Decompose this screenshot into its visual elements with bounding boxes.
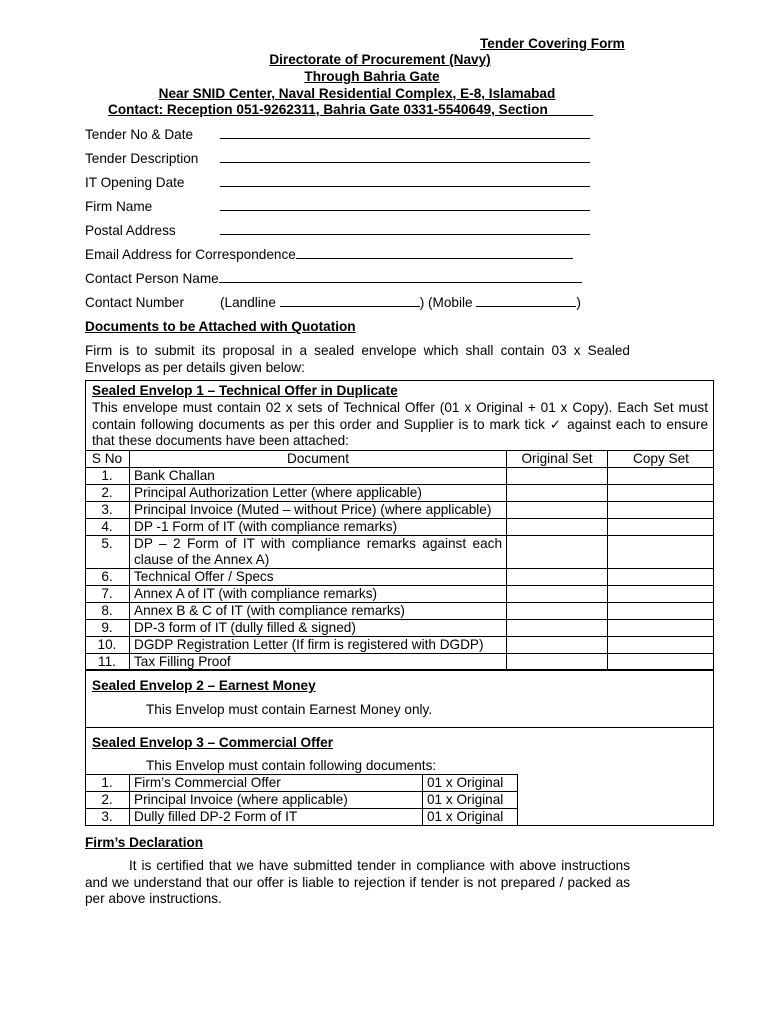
header-address: Near SNID Center, Naval Residential Complex, E-8, Islamabad — [158, 86, 556, 101]
copy-check-cell[interactable] — [608, 569, 715, 586]
landline-label: (Landline — [220, 295, 276, 310]
close-paren: ) — [576, 295, 581, 310]
envelope3-title: Sealed Envelop 3 – Commercial Offer — [92, 735, 334, 750]
original-check-cell[interactable] — [507, 569, 608, 586]
header-sno: S No — [85, 451, 130, 468]
field-email — [85, 246, 573, 262]
row-sno: 1. — [85, 775, 130, 792]
declaration-text: It is certified that we have submitted tender in compliance with above instructions and we understand that our offer is liable to rejection if tender is not prepared / packed as per above instructions. — [85, 858, 630, 906]
field-label: Firm Name — [85, 199, 153, 214]
form-title: Tender Covering Form — [480, 36, 625, 51]
blank-line[interactable] — [220, 174, 590, 187]
row-document: Principal Invoice (Muted – without Price) (where applicable) — [130, 502, 507, 519]
row-quantity: 01 x Original — [423, 792, 518, 809]
row-document: DP – 2 Form of IT with compliance remarks against each clause of the Annex A) — [130, 536, 507, 569]
original-check-cell[interactable] — [507, 519, 608, 536]
row-sno: 2. — [85, 485, 130, 502]
envelope3-text: This Envelop must contain following documents: — [146, 758, 437, 773]
copy-check-cell[interactable] — [608, 519, 715, 536]
header-document: Document — [130, 451, 507, 468]
documents-intro: Firm is to submit its proposal in a sealed envelope which shall contain 03 x Sealed Envelops as per details given below: — [85, 343, 630, 375]
copy-check-cell[interactable] — [608, 586, 715, 603]
blank-line[interactable] — [220, 222, 590, 235]
row-quantity: 01 x Original — [423, 775, 518, 792]
header-contact: Contact: Reception 051-9262311, Bahria Gate 0331-5540649, Section______ — [108, 102, 594, 117]
table-row — [85, 468, 714, 485]
row-sno: 10. — [85, 637, 130, 654]
copy-check-cell[interactable] — [608, 502, 715, 519]
row-sno: 9. — [85, 620, 130, 637]
envelope1-table — [85, 450, 714, 671]
table-row — [85, 536, 714, 569]
row-document: Technical Offer / Specs — [130, 569, 507, 586]
row-document: Principal Invoice (where applicable) — [130, 792, 423, 809]
row-sno: 5. — [85, 536, 130, 569]
blank-line[interactable] — [220, 198, 590, 211]
row-document: DP -1 Form of IT (with compliance remarks) — [130, 519, 507, 536]
field-firm-name — [85, 198, 590, 214]
landline-blank[interactable] — [280, 294, 420, 307]
original-check-cell[interactable] — [507, 536, 608, 569]
row-document: Annex A of IT (with compliance remarks) — [130, 586, 507, 603]
blank-line[interactable] — [220, 126, 590, 139]
field-contact-number — [85, 294, 581, 310]
divider — [86, 727, 713, 728]
table-row — [85, 502, 714, 519]
original-check-cell[interactable] — [507, 502, 608, 519]
field-tender-description — [85, 150, 590, 166]
table-row — [85, 620, 714, 637]
row-document: Tax Filling Proof — [130, 654, 507, 671]
row-document: Bank Challan — [130, 468, 507, 485]
row-document: DGDP Registration Letter (If firm is registered with DGDP) — [130, 637, 507, 654]
field-label: Postal Address — [85, 223, 176, 238]
original-check-cell[interactable] — [507, 637, 608, 654]
table-row — [85, 809, 518, 826]
divider — [86, 669, 713, 670]
field-contact-person — [85, 270, 582, 286]
table-header-row — [85, 451, 714, 468]
field-label: Tender Description — [85, 151, 199, 166]
row-document: Principal Authorization Letter (where applicable) — [130, 485, 507, 502]
original-check-cell[interactable] — [507, 620, 608, 637]
copy-check-cell[interactable] — [608, 654, 715, 671]
copy-check-cell[interactable] — [608, 485, 715, 502]
blank-line[interactable] — [220, 150, 590, 163]
header-original: Original Set — [507, 451, 608, 468]
row-document: Annex B & C of IT (with compliance remarks) — [130, 603, 507, 620]
table-row — [85, 775, 518, 792]
table-row — [85, 603, 714, 620]
header-copy: Copy Set — [608, 451, 715, 468]
field-it-opening-date — [85, 174, 590, 190]
row-document: Firm’s Commercial Offer — [130, 775, 423, 792]
header-directorate: Directorate of Procurement (Navy) — [269, 52, 491, 67]
row-sno: 3. — [85, 809, 130, 826]
original-check-cell[interactable] — [507, 603, 608, 620]
copy-check-cell[interactable] — [608, 637, 715, 654]
copy-check-cell[interactable] — [608, 468, 715, 485]
field-tender-no — [85, 126, 590, 142]
envelope2-text: This Envelop must contain Earnest Money only. — [146, 702, 433, 717]
envelope2-title: Sealed Envelop 2 – Earnest Money — [92, 678, 316, 693]
original-check-cell[interactable] — [507, 485, 608, 502]
field-label: Email Address for Correspondence — [85, 247, 296, 262]
mobile-label: ) (Mobile — [419, 295, 473, 310]
row-sno: 7. — [85, 586, 130, 603]
original-check-cell[interactable] — [507, 468, 608, 485]
original-check-cell[interactable] — [507, 586, 608, 603]
row-quantity: 01 x Original — [423, 809, 518, 826]
blank-line[interactable] — [219, 270, 582, 283]
row-sno: 6. — [85, 569, 130, 586]
row-sno: 11. — [85, 654, 130, 671]
field-postal-address — [85, 222, 590, 238]
blank-line[interactable] — [296, 246, 573, 259]
table-row — [85, 637, 714, 654]
field-label: Contact Number — [85, 295, 184, 310]
original-check-cell[interactable] — [507, 654, 608, 671]
envelope1-title: Sealed Envelop 1 – Technical Offer in Duplicate — [92, 383, 398, 398]
row-sno: 2. — [85, 792, 130, 809]
table-row — [85, 519, 714, 536]
row-sno: 3. — [85, 502, 130, 519]
row-sno: 1. — [85, 468, 130, 485]
field-label: Tender No & Date — [85, 127, 194, 142]
envelope1-text: This envelope must contain 02 x sets of Technical Offer (01 x Original + 01 x Copy). Each Set must contain following documents as per this order and Supplier is to mark tick ✓ against each to ensure that these documents have been attached: — [92, 400, 708, 448]
copy-check-cell[interactable] — [608, 620, 715, 637]
row-sno: 4. — [85, 519, 130, 536]
table-row — [85, 485, 714, 502]
row-document: DP-3 form of IT (dully filled & signed) — [130, 620, 507, 637]
copy-check-cell[interactable] — [608, 603, 715, 620]
table-row — [85, 792, 518, 809]
documents-title: Documents to be Attached with Quotation — [85, 319, 356, 334]
table-row — [85, 654, 714, 671]
copy-check-cell[interactable] — [608, 536, 715, 569]
table-row — [85, 569, 714, 586]
field-label: IT Opening Date — [85, 175, 185, 190]
envelopes-box — [85, 380, 714, 826]
table-row — [85, 586, 714, 603]
row-sno: 8. — [85, 603, 130, 620]
field-label: Contact Person Name — [85, 271, 219, 286]
declaration-title: Firm’s Declaration — [85, 835, 204, 850]
header-through: Through Bahria Gate — [304, 69, 440, 84]
mobile-blank[interactable] — [476, 294, 576, 307]
row-document: Dully filled DP-2 Form of IT — [130, 809, 423, 826]
envelope3-table — [85, 774, 518, 825]
